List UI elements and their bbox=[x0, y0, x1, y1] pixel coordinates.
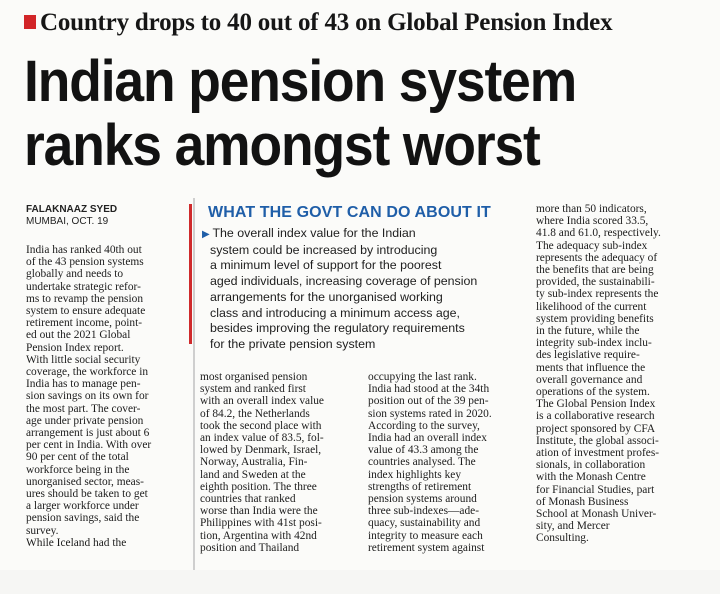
article-text-line: integrity sub-index inclu- bbox=[536, 337, 652, 350]
headline bbox=[24, 50, 710, 178]
article-text-line: pension systems around bbox=[368, 493, 477, 506]
article-text-line: system and ranked first bbox=[200, 383, 306, 396]
article-text-line: Consulting. bbox=[536, 532, 589, 545]
article-text-line: is a collaborative research bbox=[536, 410, 655, 423]
article-text-line: retirement system against bbox=[368, 541, 485, 554]
article-text-line: provided, the sustainabili- bbox=[536, 276, 655, 289]
sidebar-accent-bar bbox=[189, 204, 192, 344]
article-text-line: age under private pension bbox=[26, 414, 144, 427]
triangle-bullet-icon: ▶ bbox=[202, 229, 213, 240]
article-text-line: sionals, in collaboration bbox=[536, 459, 646, 472]
article-text-line: workforce being in the bbox=[26, 463, 130, 476]
article-text-line: system to ensure adequate bbox=[26, 305, 146, 318]
article-text-line: ty sub-index represents the bbox=[536, 288, 659, 301]
sidebar-text-line: for the private pension system bbox=[210, 336, 376, 351]
article-text-line: According to the survey, bbox=[368, 419, 480, 432]
kicker-text: Country drops to 40 out of 43 on Global Pension Index bbox=[40, 9, 613, 36]
article-text-line: undertake strategic refor- bbox=[26, 280, 141, 293]
article-text-line: quacy, sustainability and bbox=[368, 517, 481, 530]
sidebar-text-line: system could be increased by introducing bbox=[210, 242, 438, 257]
article-text-line: land and Sweden at the bbox=[200, 468, 306, 481]
article-text-line: 90 per cent of the total bbox=[26, 451, 129, 464]
article-text-line: with the Monash Centre bbox=[536, 471, 646, 484]
article-text-line: represents the adequacy of bbox=[536, 251, 658, 264]
sidebar-text-line: aged individuals, increasing coverage of pension bbox=[210, 274, 478, 289]
article-text-line: strengths of retirement bbox=[368, 480, 472, 493]
headline-line-1: Indian pension system bbox=[24, 49, 577, 114]
headline-line-2: ranks amongst worst bbox=[24, 113, 540, 178]
article-text-line: While Iceland had the bbox=[26, 536, 127, 549]
article-text-line: per cent in India. With over bbox=[26, 439, 152, 452]
article-text-line: des legislative require- bbox=[536, 349, 640, 362]
article-text-line: survey. bbox=[26, 524, 59, 537]
article-text-line: of Monash Business bbox=[536, 495, 629, 508]
article-text-line: Pension Index report. bbox=[26, 341, 124, 354]
article-text-line: worse than India were the bbox=[200, 505, 318, 518]
article-text-line: of the 43 pension systems bbox=[26, 256, 144, 269]
article-text-line: Norway, Australia, Fin- bbox=[200, 456, 308, 469]
article-text-line: 41.8 and 61.0, respectively. bbox=[536, 227, 661, 240]
column-divider bbox=[193, 198, 195, 570]
article-text-line: the most part. The cover- bbox=[26, 402, 141, 415]
article-text-line: arrangement is just about 6 bbox=[26, 427, 150, 440]
article-text-line: unorganised sector, meas- bbox=[26, 475, 144, 488]
article-text-line: ments that influence the bbox=[536, 361, 646, 374]
article-text-line: project sponsored by CFA bbox=[536, 422, 656, 435]
article-text-line: ation of investment profes- bbox=[536, 447, 660, 460]
sidebar-box-body bbox=[202, 226, 530, 353]
article-text-line: overall governance and bbox=[536, 373, 643, 386]
article-text-line: with an overall index value bbox=[200, 395, 324, 408]
article-text-line: likelihood of the current bbox=[536, 300, 647, 313]
article-text-line: index highlights key bbox=[368, 468, 462, 481]
article-text-line: integrity to measure each bbox=[368, 529, 483, 542]
article-text-line: retirement income, point- bbox=[26, 317, 143, 330]
article-text-line: ed out the 2021 Global bbox=[26, 329, 131, 342]
kicker-line bbox=[24, 8, 706, 38]
byline bbox=[26, 204, 186, 228]
article-text-line: sion systems rated in 2020. bbox=[368, 407, 492, 420]
article-text-line: in the future, while the bbox=[536, 325, 640, 338]
article-text-line: ms to revamp the pension bbox=[26, 292, 144, 305]
article-text-line: Institute, the global associ- bbox=[536, 434, 659, 447]
page-bottom-margin bbox=[0, 570, 720, 594]
byline-dateline: MUMBAI, OCT. 19 bbox=[26, 216, 109, 227]
article-text-line: more than 50 indicators, bbox=[536, 203, 647, 215]
article-text-line: ures should be taken to get bbox=[26, 488, 148, 501]
article-text-line: India has to manage pen- bbox=[26, 378, 141, 391]
article-text-line: occupying the last rank. bbox=[368, 371, 477, 383]
sidebar-text-line: class and introducing a minimum access age, bbox=[210, 305, 460, 320]
article-text-line: three sub-indexes—ade- bbox=[368, 505, 480, 518]
sidebar-text-line: a minimum level of support for the poorest bbox=[210, 258, 442, 273]
article-text-line: countries analysed. The bbox=[368, 456, 476, 469]
article-text-line: globally and needs to bbox=[26, 268, 124, 281]
article-text-line: sion savings on its own for bbox=[26, 390, 149, 403]
article-text-line: system providing benefits bbox=[536, 312, 654, 325]
sidebar-text-line: arrangements for the unorganised working bbox=[210, 289, 443, 304]
article-text-line: a larger workforce under bbox=[26, 500, 139, 513]
article-text-line: where India scored 33.5, bbox=[536, 215, 649, 228]
article-text-line: India had stood at the 34th bbox=[368, 383, 490, 396]
byline-author: FALAKNAAZ SYED bbox=[26, 204, 118, 215]
sidebar-text-line bbox=[202, 226, 530, 243]
article-text-line: coverage, the workforce in bbox=[26, 366, 149, 379]
article-text-line: India has ranked 40th out bbox=[26, 244, 142, 256]
article-text-line: tion, Argentina with 42nd bbox=[200, 529, 317, 542]
article-text-line: The Global Pension Index bbox=[536, 398, 656, 411]
red-square-bullet-icon bbox=[24, 15, 36, 29]
article-text-line: position and Thailand bbox=[200, 541, 300, 554]
article-column-3 bbox=[368, 371, 530, 554]
article-column-4 bbox=[536, 203, 706, 545]
article-text-line: With little social security bbox=[26, 353, 141, 366]
sidebar-text-line: besides improving the regulatory requirements bbox=[210, 321, 465, 336]
article-text-line: most organised pension bbox=[200, 371, 308, 383]
article-text-line: sity, and Mercer bbox=[536, 520, 610, 533]
article-text-line: value of 43.3 among the bbox=[368, 444, 479, 457]
article-text-line: took the second place with bbox=[200, 419, 322, 432]
article-text-line: countries that ranked bbox=[200, 493, 296, 506]
article-text-line: School at Monash Univer- bbox=[536, 508, 657, 521]
article-text-line: an index value of 83.5, fol- bbox=[200, 432, 324, 445]
article-text-line: of 84.2, the Netherlands bbox=[200, 407, 310, 420]
sidebar-box-title: WHAT THE GOVT CAN DO ABOUT IT bbox=[208, 204, 491, 221]
article-text-line: pension savings, said the bbox=[26, 512, 140, 525]
article-text-line: position out of the 39 pen- bbox=[368, 395, 489, 408]
article-text-line: India had an overall index bbox=[368, 432, 487, 445]
article-text-line: lowed by Denmark, Israel, bbox=[200, 444, 322, 457]
article-text-line: operations of the system. bbox=[536, 386, 650, 399]
article-column-1 bbox=[26, 244, 186, 549]
article-column-2 bbox=[200, 371, 362, 554]
article-text-line: eighth position. The three bbox=[200, 480, 317, 493]
article-text-line: for Financial Studies, part bbox=[536, 483, 655, 496]
sidebar-text-span: The overall index value for the Indian bbox=[212, 226, 416, 240]
article-text-line: Philippines with 41st posi- bbox=[200, 517, 322, 530]
article-text-line: The adequacy sub-index bbox=[536, 239, 648, 252]
article-text-line: the benefits that are being bbox=[536, 264, 654, 277]
